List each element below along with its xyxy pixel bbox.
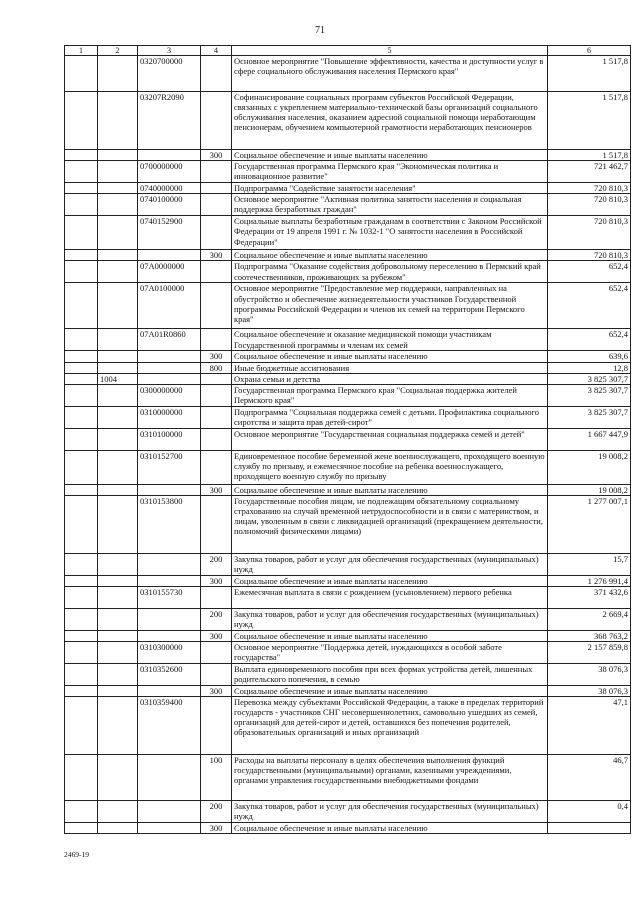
expense-type-cell [201, 696, 232, 754]
table-row [65, 283, 631, 329]
section-cell [65, 663, 98, 685]
amount-cell: 12,8 [548, 362, 631, 373]
subsection-cell [98, 216, 138, 250]
target-code-cell [138, 150, 201, 161]
item-name-cell: Социальное обеспечение и иные выплаты населению [232, 150, 548, 161]
subsection-cell [98, 92, 138, 150]
section-cell [65, 329, 98, 351]
item-name-cell: Социальные выплаты безработным гражданам в соответствии с Законом Российской Федерации от 19 апреля 1991 г. № 1032-1 "О занятости населения в Российской Федерации" [232, 216, 548, 250]
table-row [65, 216, 631, 250]
table-row [65, 384, 631, 406]
expense-type-cell: 300 [201, 630, 232, 641]
expense-type-cell: 300 [201, 351, 232, 362]
expense-type-cell [201, 384, 232, 406]
table-row [65, 553, 631, 575]
expense-type-cell [201, 92, 232, 150]
table-row [65, 56, 631, 92]
item-name-cell: Подпрограмма "Оказание содействия добровольному переселению в Пермский край соотечественников, проживающих за рубежом" [232, 261, 548, 283]
amount-cell: 3 825 307,7 [548, 384, 631, 406]
item-name-cell: Иные бюджетные ассигнования [232, 362, 548, 373]
amount-cell: 46,7 [548, 754, 631, 800]
item-name-cell: Софинансирование социальных программ субъектов Российской Федерации, связанных с укреплением материально-технической базы организаций социального обслуживания населения, оказанием адресной социальной помощи неработающим пенсионерам, обучением компьютерной грамотности неработающих пенсионеров [232, 92, 548, 150]
amount-cell: 19 008,2 [548, 450, 631, 484]
item-name-cell: Закупка товаров, работ и услуг для обеспечения государственных (муниципальных) нужд [232, 553, 548, 575]
table-row [65, 329, 631, 351]
column-header: 4 [201, 46, 232, 56]
amount-cell: 371 432,6 [548, 586, 631, 608]
expense-type-cell [201, 261, 232, 283]
section-cell [65, 92, 98, 150]
target-code-cell: 0310359400 [138, 696, 201, 754]
document-code: 2469-19 [64, 850, 89, 859]
target-code-cell [138, 373, 201, 384]
amount-cell: 19 008,2 [548, 484, 631, 495]
table-row [65, 351, 631, 362]
subsection-cell [98, 822, 138, 833]
amount-cell: 1 276 991,4 [548, 575, 631, 586]
table-body [65, 56, 631, 833]
target-code-cell: 07А01R0860 [138, 329, 201, 351]
target-code-cell [138, 553, 201, 575]
amount-cell: 368 763,2 [548, 630, 631, 641]
section-cell [65, 250, 98, 261]
subsection-cell [98, 754, 138, 800]
table-row [65, 250, 631, 261]
item-name-cell: Основное мероприятие "Предоставление мер поддержки, направленных на обустройство и обеспечение жизнедеятельности участников Государственной программы Российской Федерации и членов их семей на территории Пермского края" [232, 283, 548, 329]
section-cell [65, 351, 98, 362]
item-name-cell: Основное мероприятие "Активная политика занятости населения и социальная поддержка безработных граждан" [232, 194, 548, 216]
column-header: 1 [65, 46, 98, 56]
section-cell [65, 150, 98, 161]
table-row [65, 194, 631, 216]
amount-cell: 652,4 [548, 329, 631, 351]
subsection-cell [98, 800, 138, 822]
section-cell [65, 641, 98, 663]
expense-type-cell [201, 641, 232, 663]
expense-type-cell [201, 428, 232, 450]
item-name-cell: Социальное обеспечение и иные выплаты населению [232, 630, 548, 641]
table-row [65, 663, 631, 685]
section-cell [65, 754, 98, 800]
subsection-cell [98, 56, 138, 92]
item-name-cell: Закупка товаров, работ и услуг для обеспечения государственных (муниципальных) нужд [232, 800, 548, 822]
expense-type-cell: 200 [201, 553, 232, 575]
target-code-cell [138, 351, 201, 362]
target-code-cell: 0300000000 [138, 384, 201, 406]
table-row [65, 696, 631, 754]
expense-type-cell [201, 183, 232, 194]
item-name-cell: Подпрограмма "Содействие занятости населения" [232, 183, 548, 194]
expense-type-cell: 100 [201, 754, 232, 800]
item-name-cell: Социальное обеспечение и иные выплаты населению [232, 250, 548, 261]
section-cell [65, 373, 98, 384]
column-header: 2 [98, 46, 138, 56]
target-code-cell: 0740100000 [138, 194, 201, 216]
table-row [65, 261, 631, 283]
subsection-cell [98, 384, 138, 406]
section-cell [65, 630, 98, 641]
section-cell [65, 161, 98, 183]
expense-type-cell: 300 [201, 685, 232, 696]
subsection-cell [98, 641, 138, 663]
target-code-cell: 0320700000 [138, 56, 201, 92]
item-name-cell: Подпрограмма "Социальная поддержка семей с детьми. Профилактика социального сиротства и защита прав детей-сирот" [232, 406, 548, 428]
subsection-cell [98, 250, 138, 261]
amount-cell: 1 277 007,1 [548, 495, 631, 553]
amount-cell: 38 076,3 [548, 663, 631, 685]
subsection-cell [98, 351, 138, 362]
expense-type-cell [201, 586, 232, 608]
amount-cell: 1 517,8 [548, 150, 631, 161]
expense-type-cell [201, 283, 232, 329]
table-row [65, 630, 631, 641]
target-code-cell [138, 608, 201, 630]
subsection-cell [98, 283, 138, 329]
expense-type-cell [201, 329, 232, 351]
subsection-cell [98, 406, 138, 428]
table-row [65, 754, 631, 800]
item-name-cell: Основное мероприятие "Поддержка детей, нуждающихся в особой заботе государства" [232, 641, 548, 663]
item-name-cell: Ежемесячная выплата в связи с рождением (усыновлением) первого ребенка [232, 586, 548, 608]
expense-type-cell [201, 194, 232, 216]
item-name-cell: Расходы на выплаты персоналу в целях обеспечения выполнения функций государственными (муниципальными) органами, казенными учреждениями, органами управления государственными внебюджетными фондами [232, 754, 548, 800]
section-cell [65, 261, 98, 283]
section-cell [65, 575, 98, 586]
amount-cell: 720 810,3 [548, 183, 631, 194]
section-cell [65, 450, 98, 484]
subsection-cell [98, 586, 138, 608]
subsection-cell [98, 484, 138, 495]
item-name-cell: Выплата единовременного пособия при всех формах устройства детей, лишенных родительского попечения, в семью [232, 663, 548, 685]
target-code-cell: 0310152700 [138, 450, 201, 484]
expense-type-cell [201, 216, 232, 250]
section-cell [65, 800, 98, 822]
expense-type-cell: 200 [201, 608, 232, 630]
target-code-cell [138, 800, 201, 822]
table-row [65, 608, 631, 630]
item-name-cell: Охрана семьи и детства [232, 373, 548, 384]
section-cell [65, 283, 98, 329]
expense-type-cell [201, 373, 232, 384]
expense-type-cell: 300 [201, 250, 232, 261]
subsection-cell [98, 696, 138, 754]
amount-cell: 1 517,8 [548, 56, 631, 92]
expense-type-cell: 300 [201, 484, 232, 495]
item-name-cell: Социальное обеспечение и иные выплаты населению [232, 685, 548, 696]
section-cell [65, 822, 98, 833]
amount-cell: 2 669,4 [548, 608, 631, 630]
target-code-cell [138, 685, 201, 696]
subsection-cell [98, 183, 138, 194]
subsection-cell: 1004 [98, 373, 138, 384]
amount-cell: 720 810,3 [548, 194, 631, 216]
item-name-cell: Основное мероприятие "Повышение эффективности, качества и доступности услуг в сфере социального обслуживания населения Пермского края" [232, 56, 548, 92]
subsection-cell [98, 685, 138, 696]
section-cell [65, 484, 98, 495]
budget-table [64, 45, 631, 834]
table-row [65, 450, 631, 484]
table-row [65, 575, 631, 586]
target-code-cell: 07А0000000 [138, 261, 201, 283]
table-row [65, 586, 631, 608]
target-code-cell [138, 575, 201, 586]
table-row [65, 373, 631, 384]
subsection-cell [98, 495, 138, 553]
amount-cell: 1 667 447,9 [548, 428, 631, 450]
amount-cell: 15,7 [548, 553, 631, 575]
target-code-cell: 0740000000 [138, 183, 201, 194]
table-row [65, 183, 631, 194]
section-cell [65, 406, 98, 428]
amount-cell: 652,4 [548, 283, 631, 329]
table-row [65, 92, 631, 150]
item-name-cell: Социальное обеспечение и оказание медицинской помощи участникам Государственной программы и членам их семей [232, 329, 548, 351]
expense-type-cell [201, 450, 232, 484]
page-number: 71 [315, 25, 325, 36]
expense-type-cell [201, 406, 232, 428]
table-row [65, 161, 631, 183]
table-row [65, 362, 631, 373]
amount-cell: 721 462,7 [548, 161, 631, 183]
subsection-cell [98, 630, 138, 641]
target-code-cell: 0310352600 [138, 663, 201, 685]
item-name-cell: Социальное обеспечение и иные выплаты населению [232, 822, 548, 833]
target-code-cell [138, 250, 201, 261]
target-code-cell [138, 630, 201, 641]
section-cell [65, 685, 98, 696]
expense-type-cell [201, 161, 232, 183]
subsection-cell [98, 663, 138, 685]
subsection-cell [98, 261, 138, 283]
target-code-cell: 0700000000 [138, 161, 201, 183]
section-cell [65, 362, 98, 373]
target-code-cell: 03207R2090 [138, 92, 201, 150]
expense-type-cell [201, 663, 232, 685]
subsection-cell [98, 575, 138, 586]
item-name-cell: Закупка товаров, работ и услуг для обеспечения государственных (муниципальных) нужд [232, 608, 548, 630]
expense-type-cell: 300 [201, 575, 232, 586]
target-code-cell: 0740152900 [138, 216, 201, 250]
section-cell [65, 586, 98, 608]
table-row [65, 406, 631, 428]
expense-type-cell [201, 495, 232, 553]
item-name-cell: Единовременное пособие беременной жене военнослужащего, проходящего военную службу по призыву, и ежемесячное пособие на ребенка военнослужащего, проходящего военную службу по призыву [232, 450, 548, 484]
target-code-cell [138, 362, 201, 373]
amount-cell: 2 157 859,8 [548, 641, 631, 663]
section-cell [65, 428, 98, 450]
amount-cell: 0,4 [548, 800, 631, 822]
item-name-cell: Социальное обеспечение и иные выплаты населению [232, 484, 548, 495]
subsection-cell [98, 450, 138, 484]
target-code-cell: 07А0100000 [138, 283, 201, 329]
amount-cell: 720 810,3 [548, 250, 631, 261]
target-code-cell: 0310300000 [138, 641, 201, 663]
section-cell [65, 696, 98, 754]
column-header: 3 [138, 46, 201, 56]
section-cell [65, 553, 98, 575]
target-code-cell: 0310153800 [138, 495, 201, 553]
amount-cell: 38 076,3 [548, 685, 631, 696]
subsection-cell [98, 362, 138, 373]
table-row [65, 428, 631, 450]
section-cell [65, 183, 98, 194]
amount-cell: 1 517,8 [548, 92, 631, 150]
table-row [65, 150, 631, 161]
target-code-cell: 0310100000 [138, 428, 201, 450]
item-name-cell: Государственные пособия лицам, не подлежащим обязательному социальному страхованию на случай временной нетрудоспособности и в связи с материнством, и лицам, уволенным в связи с ликвидацией организаций (прекращением деятельности, полномочий физическими лицами) [232, 495, 548, 553]
subsection-cell [98, 161, 138, 183]
section-cell [65, 384, 98, 406]
expense-type-cell: 300 [201, 822, 232, 833]
table-row [65, 685, 631, 696]
section-cell [65, 608, 98, 630]
table-row [65, 495, 631, 553]
amount-cell: 639,6 [548, 351, 631, 362]
table-row [65, 641, 631, 663]
subsection-cell [98, 150, 138, 161]
item-name-cell: Социальное обеспечение и иные выплаты населению [232, 575, 548, 586]
section-cell [65, 495, 98, 553]
expense-type-cell: 300 [201, 150, 232, 161]
subsection-cell [98, 428, 138, 450]
target-code-cell [138, 754, 201, 800]
item-name-cell: Основное мероприятие "Государственная социальная поддержка семей и детей" [232, 428, 548, 450]
subsection-cell [98, 608, 138, 630]
section-cell [65, 216, 98, 250]
target-code-cell: 0310000000 [138, 406, 201, 428]
amount-cell: 3 825 307,7 [548, 406, 631, 428]
item-name-cell: Социальное обеспечение и иные выплаты населению [232, 351, 548, 362]
target-code-cell [138, 484, 201, 495]
amount-cell [548, 822, 631, 833]
expense-type-cell [201, 56, 232, 92]
table-row [65, 484, 631, 495]
subsection-cell [98, 329, 138, 351]
table-header-row [65, 46, 631, 56]
section-cell [65, 194, 98, 216]
item-name-cell: Государственная программа Пермского края "Экономическая политика и инновационное развитие" [232, 161, 548, 183]
item-name-cell: Государственная программа Пермского края "Социальная поддержка жителей Пермского края" [232, 384, 548, 406]
table-row [65, 822, 631, 833]
target-code-cell: 0310155730 [138, 586, 201, 608]
column-header: 6 [548, 46, 631, 56]
item-name-cell: Перевозка между субъектами Российской Федерации, а также в пределах территорий государств - участников СНГ несовершеннолетних, самовольно ушедших из семей, организаций для детей-сирот и детей, оставшихся без попечения родителей, образовательных организаций и иных организаций [232, 696, 548, 754]
table-row [65, 800, 631, 822]
target-code-cell [138, 822, 201, 833]
section-cell [65, 56, 98, 92]
amount-cell: 720 810,3 [548, 216, 631, 250]
amount-cell: 47,1 [548, 696, 631, 754]
subsection-cell [98, 553, 138, 575]
amount-cell: 3 825 307,7 [548, 373, 631, 384]
expense-type-cell: 800 [201, 362, 232, 373]
expense-type-cell: 200 [201, 800, 232, 822]
amount-cell: 652,4 [548, 261, 631, 283]
subsection-cell [98, 194, 138, 216]
column-header: 5 [232, 46, 548, 56]
